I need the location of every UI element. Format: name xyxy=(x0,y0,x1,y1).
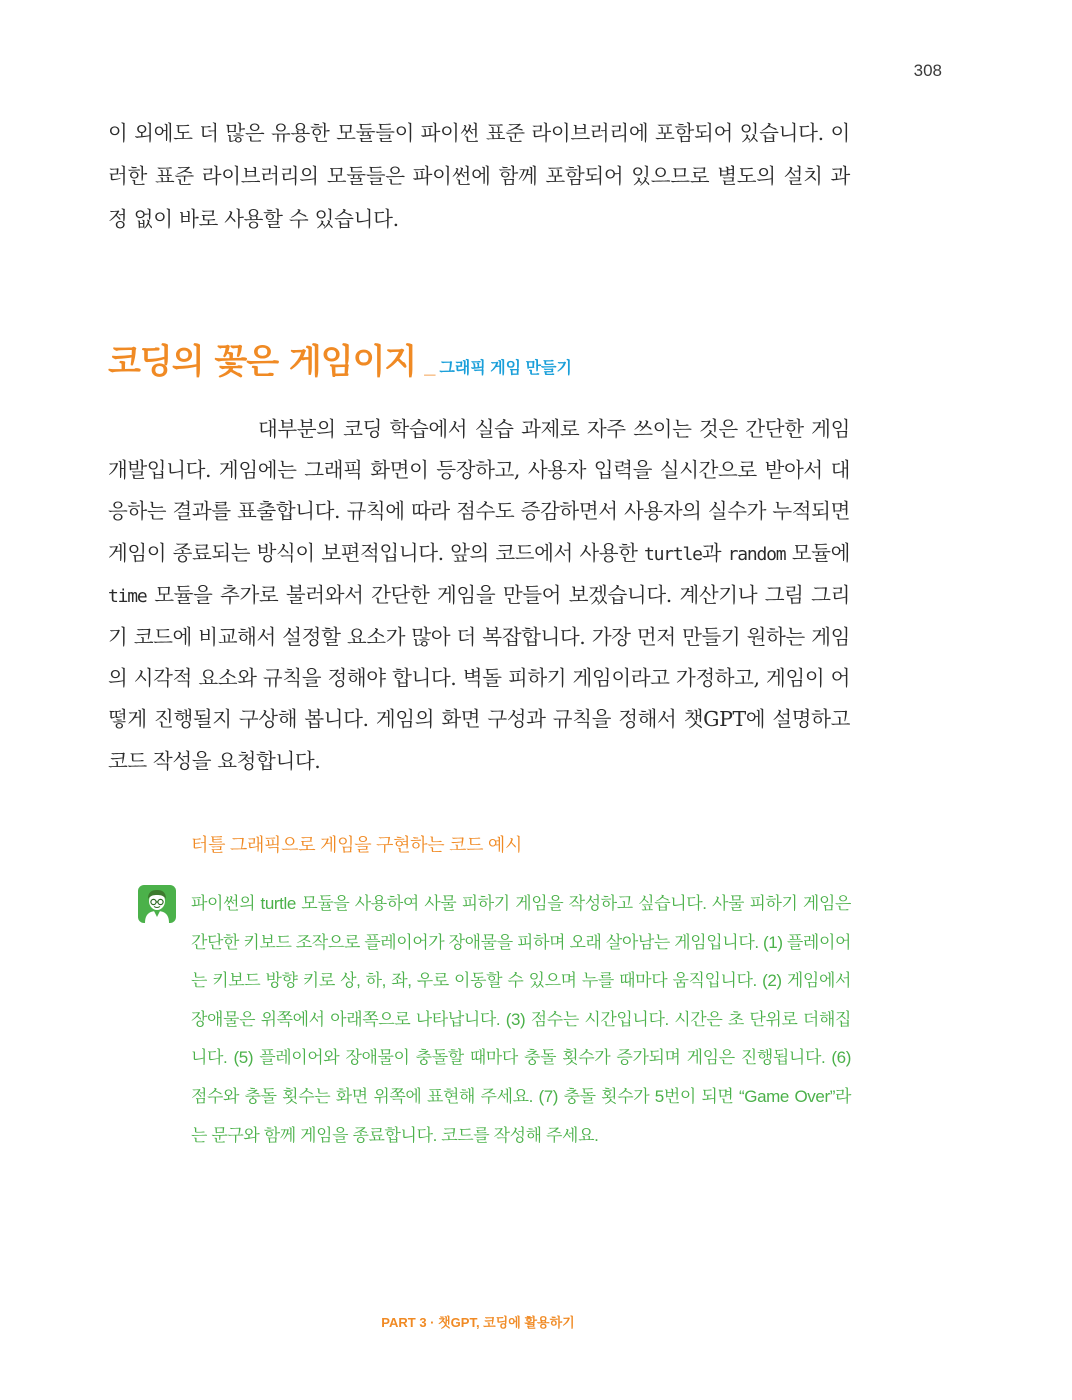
body-text: 대부분의 코딩 학습에서 실습 과제로 자주 쓰이는 것은 간단한 게임 개발입니다. 게임에는 그래픽 화면이 등장하고, 사용자 입력을 실시간으로 받아서 대응하는 결과를 표출합니다. 규칙에 따라 점수도 증감하면서 사용자의 실수가 누적되면 게임이 종료되는 방식이 보편적입니다. 앞의 코드에서 사용한 xyxy=(108,417,850,565)
prompt-text: 파이썬의 turtle 모듈을 사용하여 사물 피하기 게임을 작성하고 싶습니다. 사물 피하기 게임은 간단한 키보드 조작으로 플레이어가 장애물을 피하며 오래 살아남는 게임입니다. (1) 플레이어는 키보드 방향 키로 상, 하, 좌, 우로 이동할 수 있으며 누를 때마다 움직입니다. (2) 게임에서 장애물은 위쪽에서 아래쪽으로 나타납니다. (3) 점수는 시간입니다. 시간은 초 단위로 더해집니다. (5) 플레이어와 장애물이 충돌할 때마다 충돌 횟수가 증가되며 게임은 진행됩니다. (6) 점수와 충돌 횟수는 화면 위쪽에 표현해 주세요. (7) 충돌 횟수가 5번이 되면 “Game Over”라는 문구와 함께 게임을 종료합니다. 코드를 작성해 주세요. xyxy=(191,894,851,1145)
body-text: 과 xyxy=(701,540,728,565)
section-heading xyxy=(108,334,868,383)
example-title: 터틀 그래픽으로 게임을 구현하는 코드 예시 xyxy=(191,835,523,855)
person-with-glasses-icon xyxy=(137,884,177,924)
page-footer: PART 3 · 챗GPT, 코딩에 활용하기 xyxy=(381,1315,575,1330)
page-number: 308 xyxy=(913,61,942,80)
inline-code-turtle: turtle xyxy=(643,543,702,565)
intro-paragraph: 이 외에도 더 많은 유용한 모듈들이 파이썬 표준 라이브러리에 포함되어 있습니다. 이러한 표준 라이브러리의 모듈들은 파이썬에 함께 포함되어 있으므로 별도의 설치 과정 없이 바로 사용할 수 있습니다. xyxy=(108,121,850,231)
inline-code-random: random xyxy=(727,543,786,565)
body-text: 모듈에 xyxy=(785,540,850,565)
section-separator: _ xyxy=(424,356,436,378)
section-title: 코딩의 꽃은 게임이지 xyxy=(108,342,417,382)
body-text: 모듈을 추가로 불러와서 간단한 게임을 만들어 보겠습니다. 계산기나 그림 그리기 코드에 비교해서 설정할 요소가 많아 더 복잡합니다. 가장 먼저 만들기 원하는 게임의 시각적 요소와 규칙을 정해야 합니다. 벽돌 피하기 게임이라고 가정하고, 게임이 어떻게 진행될지 구상해 봅니다. 게임의 화면 구성과 규칙을 정해서 챗GPT에 설명하고 코드 작성을 요청합니다. xyxy=(108,582,850,773)
section-subtitle: 그래픽 게임 만들기 xyxy=(439,360,572,377)
inline-code-time: time xyxy=(108,585,147,607)
body-paragraph xyxy=(108,409,850,782)
